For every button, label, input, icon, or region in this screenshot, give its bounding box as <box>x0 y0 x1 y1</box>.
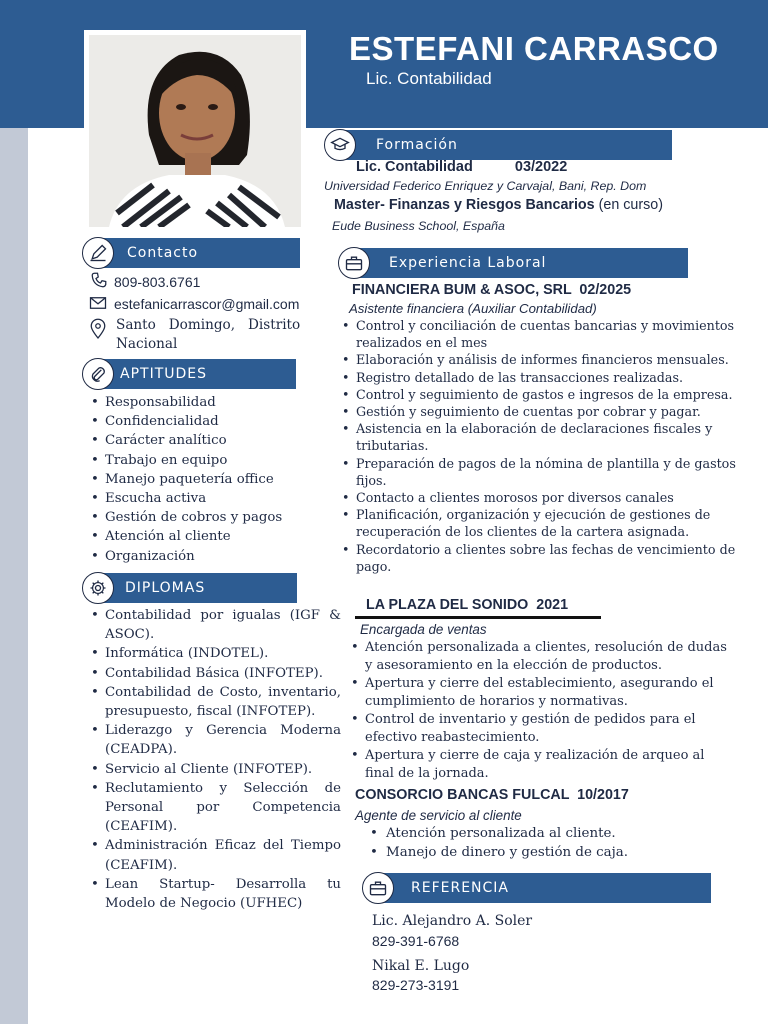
list-item: • Planificación, organización y ejecución de gestiones de recuperación de los clientes de la cartera asignada. <box>340 506 740 540</box>
list-item: • Gestión y seguimiento de cuentas por cobrar y pagar. <box>340 403 740 420</box>
degree2 <box>334 196 663 215</box>
list-item: • Lean Startup- Desarrolla tu Modelo de Negocio (UFHEC) <box>89 875 341 913</box>
list-item: • Apertura y cierre de caja y realización de arqueo al final de la jornada. <box>349 747 727 783</box>
address-line1: Santo Domingo, Distrito <box>116 317 301 333</box>
school2: Eude Business School, España <box>332 219 505 233</box>
referencia-heading: REFERENCIA <box>411 880 509 896</box>
contacto-heading: Contacto <box>127 245 199 261</box>
graduation-cap-icon <box>324 129 356 161</box>
ref2-phone: 829-273-3191 <box>372 977 460 993</box>
aptitudes-heading: APTITUDES <box>120 366 208 382</box>
list-item: • Atención personalizada a clientes, resolución de dudas y asesoramiento en la elección de productos. <box>349 639 727 675</box>
list-item: • Preparación de pagos de la nómina de plantilla y de gastos fijos. <box>340 455 740 489</box>
list-item: • Organización <box>89 547 319 566</box>
list-item: • Confidencialidad <box>89 412 319 431</box>
portrait-image <box>89 35 301 227</box>
list-item: • Control y seguimiento de gastos e ingresos de la empresa. <box>340 386 740 403</box>
list-item: • Carácter analítico <box>89 431 319 450</box>
list-item: • Administración Eficaz del Tiempo (CEAFIM). <box>89 836 341 874</box>
list-item: • Responsabilidad <box>89 393 319 412</box>
job2-divider <box>355 616 601 619</box>
list-item: • Asistencia en la elaboración de declaraciones fiscales y tributarias. <box>340 420 740 454</box>
list-item: • Informática (INDOTEL). <box>89 644 341 663</box>
left-decor-strip <box>0 128 28 1024</box>
job3-company: CONSORCIO BANCAS FULCAL 10/2017 <box>355 787 629 803</box>
list-item: • Atención personalizada al cliente. <box>356 824 686 843</box>
degree2-status: (en curso) <box>598 197 663 213</box>
job2-role: Encargada de ventas <box>360 622 487 637</box>
section-diplomas <box>96 573 297 603</box>
ref2-name: Nikal E. Lugo <box>372 958 470 974</box>
contact-email: estefanicarrascor@gmail.com <box>114 296 300 312</box>
list-item: • Trabajo en equipo <box>89 451 319 470</box>
profile-photo <box>84 30 306 232</box>
ref1-phone: 829-391-6768 <box>372 933 460 949</box>
ref1-name: Lic. Alejandro A. Soler <box>372 913 533 929</box>
list-item: • Elaboración y análisis de informes financieros mensuales. <box>340 351 740 368</box>
job1-company: FINANCIERA BUM & ASOC, SRL 02/2025 <box>352 282 632 298</box>
list-item: • Registro detallado de las transacciones realizadas. <box>340 369 740 386</box>
school1: Universidad Federico Enriquez y Carvajal, Bani, Rep. Dom <box>324 179 647 193</box>
list-item: • Liderazgo y Gerencia Moderna (CEADPA). <box>89 721 341 759</box>
contact-address <box>116 316 306 355</box>
section-experiencia <box>352 248 688 278</box>
list-item: • Atención al cliente <box>89 527 319 546</box>
pen-icon <box>82 237 114 269</box>
location-pin-icon <box>89 318 107 340</box>
diplomas-list <box>89 606 341 913</box>
envelope-icon <box>89 295 107 311</box>
briefcase-icon <box>338 247 370 279</box>
briefcase-icon <box>362 872 394 904</box>
contact-phone: 809-803.6761 <box>114 274 201 290</box>
gear-icon <box>82 572 114 604</box>
section-formacion <box>338 130 672 160</box>
job2-tasks <box>349 639 727 783</box>
section-contacto <box>96 238 300 268</box>
list-item: • Manejo paquetería office <box>89 470 319 489</box>
paperclip-icon <box>82 358 114 390</box>
degree2-name: Master- Finanzas y Riesgos Bancarios <box>334 197 595 213</box>
formacion-heading: Formación <box>376 137 458 153</box>
list-item: • Manejo de dinero y gestión de caja. <box>356 843 686 862</box>
job1-role: Asistente financiera (Auxiliar Contabilidad) <box>349 301 597 316</box>
list-item: • Reclutamiento y Selección de Personal por Competencia (CEAFIM). <box>89 779 341 837</box>
list-item: • Recordatorio a clientes sobre las fechas de vencimiento de pago. <box>340 541 740 575</box>
section-referencia <box>375 873 711 903</box>
job2-company: LA PLAZA DEL SONIDO 2021 <box>366 597 569 613</box>
diplomas-heading: DIPLOMAS <box>125 580 206 596</box>
experiencia-heading: Experiencia Laboral <box>389 255 547 271</box>
job1-tasks <box>340 317 740 575</box>
list-item: • Escucha activa <box>89 489 319 508</box>
list-item: • Control de inventario y gestión de pedidos para el efectivo reabastecimiento. <box>349 711 727 747</box>
address-line2: Nacional <box>116 336 178 353</box>
candidate-title: Lic. Contabilidad <box>366 69 492 88</box>
list-item: • Control y conciliación de cuentas bancarias y movimientos realizados en el mes <box>340 317 740 351</box>
list-item: • Apertura y cierre del establecimiento, asegurando el cumplimiento de horarios y normativas. <box>349 675 727 711</box>
job3-tasks <box>356 824 686 862</box>
job3-role: Agente de servicio al cliente <box>355 808 522 823</box>
aptitudes-list <box>89 393 319 566</box>
section-aptitudes <box>96 359 296 389</box>
list-item: • Contabilidad por igualas (IGF & ASOC). <box>89 606 341 644</box>
candidate-name: ESTEFANI CARRASCO <box>349 30 719 67</box>
list-item: • Gestión de cobros y pagos <box>89 508 319 527</box>
list-item: • Contacto a clientes morosos por diversos canales <box>340 489 740 506</box>
degree1-date: 03/2022 <box>514 159 568 175</box>
list-item: • Servicio al Cliente (INFOTEP). <box>89 760 341 779</box>
phone-icon <box>90 271 108 289</box>
degree1-name: Lic. Contabilidad <box>356 159 473 175</box>
list-item: • Contabilidad de Costo, inventario, presupuesto, fiscal (INFOTEP). <box>89 683 341 721</box>
list-item: • Contabilidad Básica (INFOTEP). <box>89 664 341 683</box>
